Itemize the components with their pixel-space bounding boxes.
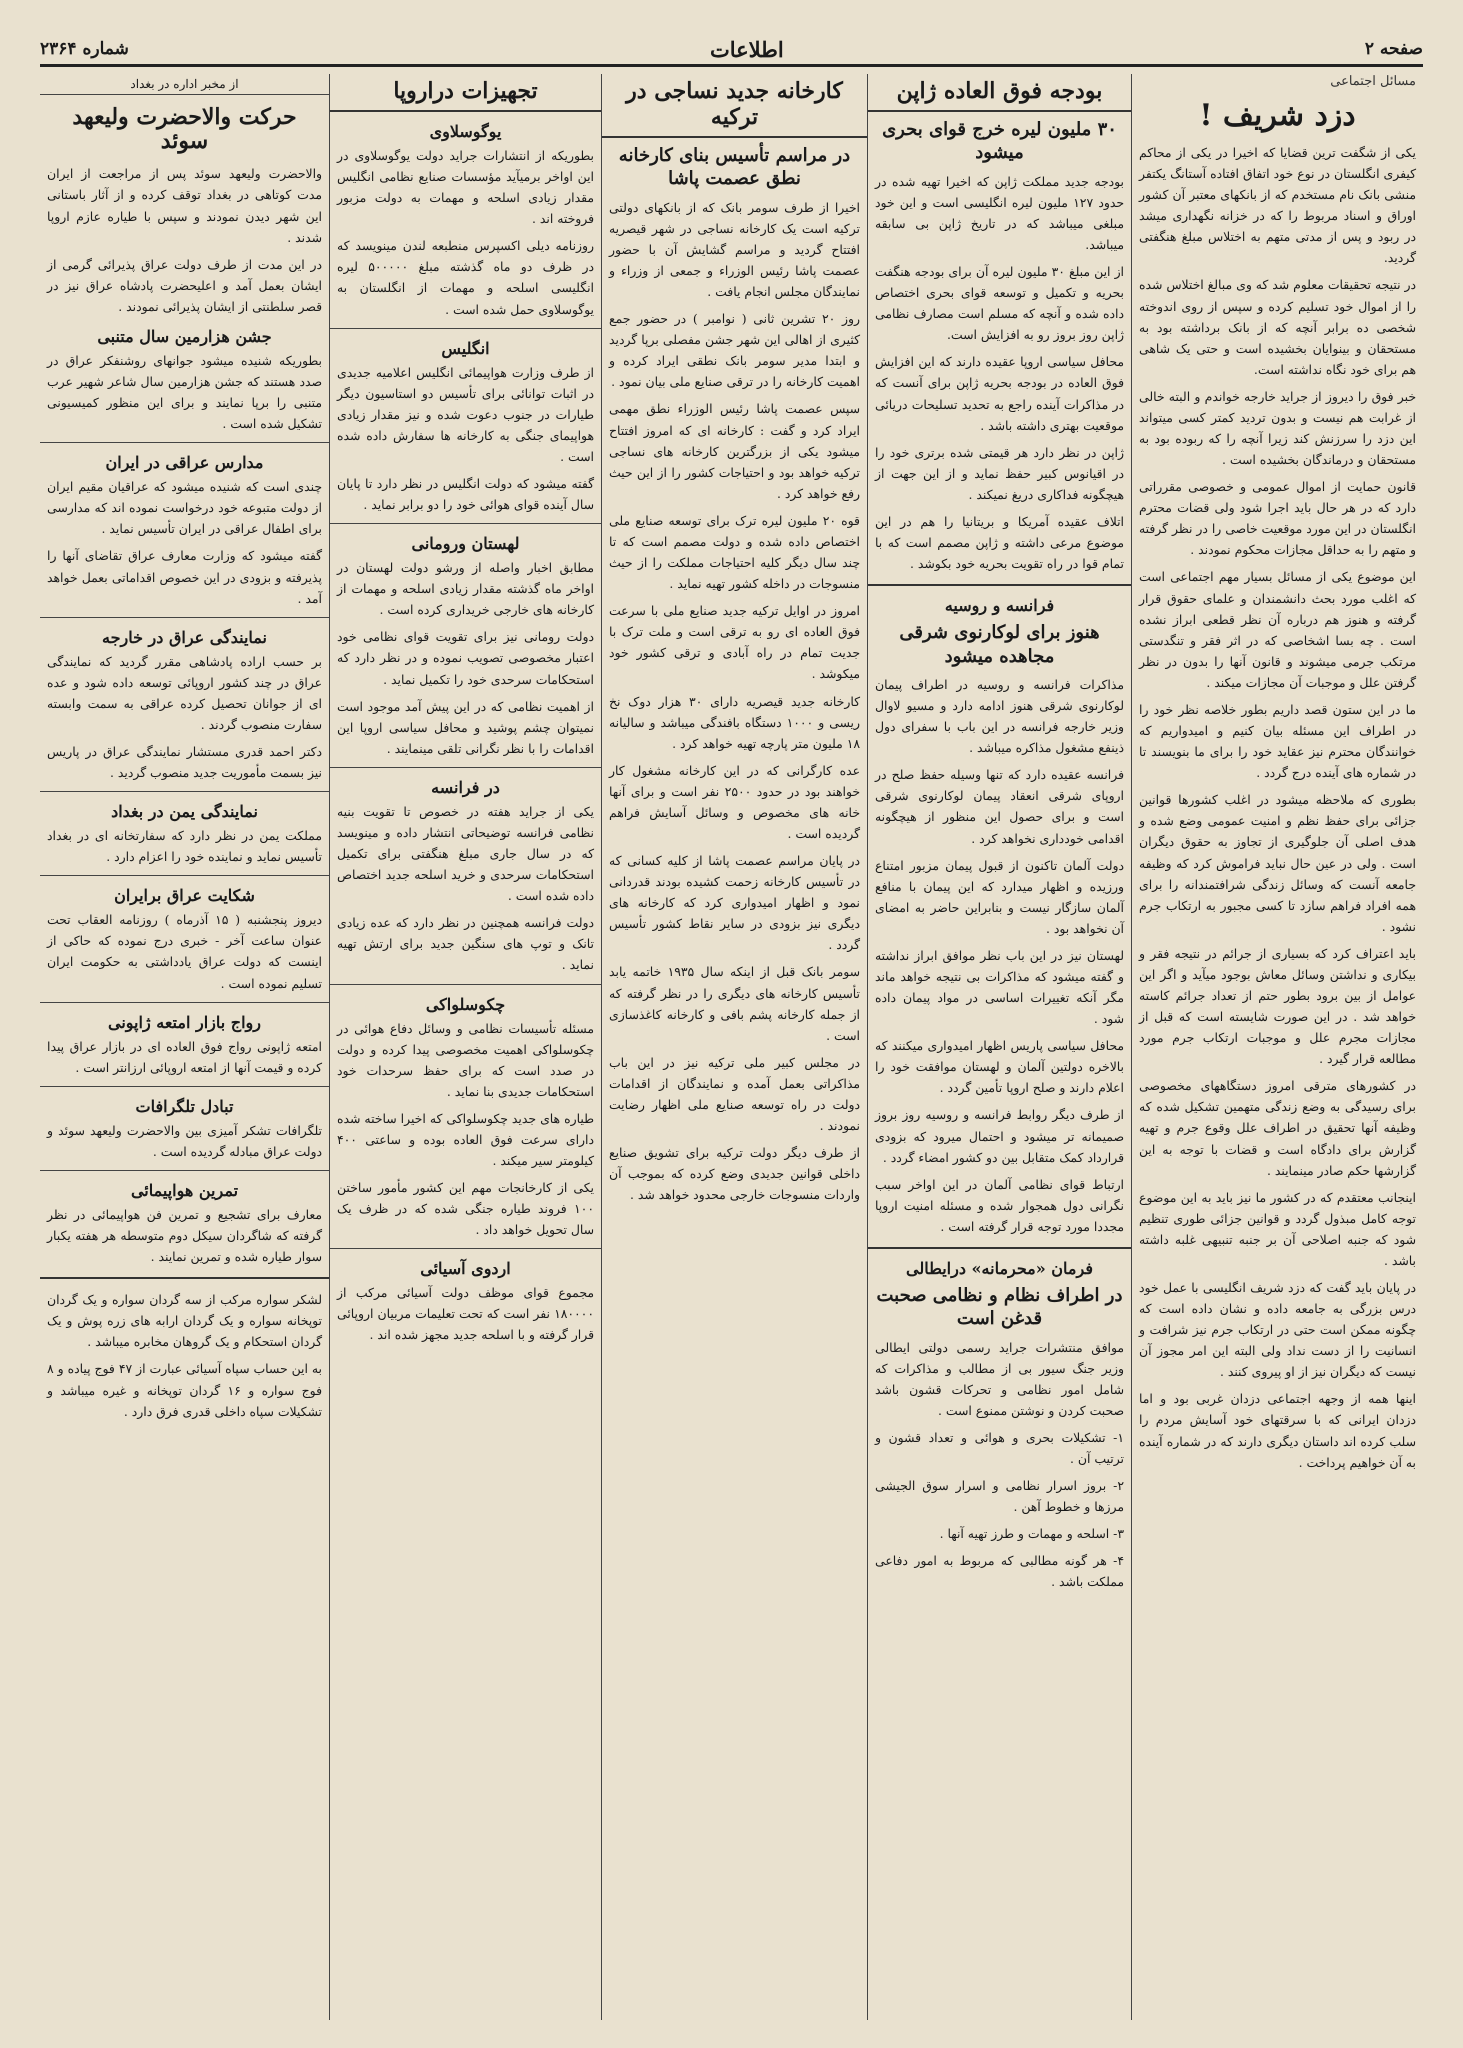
divider [330, 984, 601, 985]
paragraph: دیروز پنجشنبه ( ۱۵ آذرماه ) روزنامه العقاب تحت عنوان ساعت آخر - خبری درج نموده که حاکی از اینست که دولت عراق یادداشتی به حکومت ایران تسلیم نموده است . [47, 912, 323, 991]
paragraph: ۲- بروز اسرار نظامی و اسرار سوق الجیشی مرزها و خطوط آهن . [875, 1478, 1124, 1515]
paragraph: ۳- اسلحه و مهمات و طرز تهیه آنها . [939, 1526, 1124, 1542]
paragraph: لهستان نیز در این باب نظر موافق ابراز نداشته و گفته میشود که مذاکرات بی نتیجه خواهد ماند مگر آنکه تغییرات اساسی در مواد پیمان داده شود . [875, 947, 1124, 1027]
paragraph: یکی از جراید هفته در خصوص تا تقویت بنیه نظامی فرانسه توضیحاتی انتشار داده و مینویسد که در سال جاری مبلغ هنگفتی برای تکمیل استحکامات سرحدی و خرید اسلحه جدید اختصاص داده شده است . [337, 803, 594, 904]
paragraph: عده کارگرانی که در این کارخانه مشغول کار خواهند بود در حدود ۲۵۰۰ نفر است و برای آنها خانه های مخصوص و وسائل آسایش فراهم گردیده است . [609, 762, 860, 841]
article-subhead: در اطراف نظام و نظامی صحبت قدغن است [876, 1284, 1123, 1330]
paragraph: ۱- تشکیلات بحری و هوائی و تعداد قشون و ترتیب آن . [875, 1430, 1124, 1467]
section-title: نمایندگی عراق در خارجه [102, 627, 267, 647]
article-headline: تجهیزات دراروپا [330, 74, 601, 112]
paragraph: لشکر سواره مرکب از سه گردان سواره و یک گردان توپخانه سواره و یک گردان ارابه های زره پوش و یک گردان استحکام و یک گروهان مخابره میباشد . [47, 1292, 322, 1350]
paragraph: امروز در اوایل ترکیه جدید صنایع ملی با سرعت فوق العاده ای رو به ترقی است و ملت ترک با جدیت تمام در راه آبادی و ترقی کشور خود میکوشد . [609, 603, 860, 682]
paragraph: قانون حمایت از اموال عمومی و خصوصی مقرراتی دارد که در هر حال باید اجرا شود ولی قضات محترم انگلستان در این مورد موقعیت خاصی را در نظر گرفته و متهم را به حداقل مجازات محکوم نمودند . [1139, 479, 1416, 558]
section-title: نمایندگی یمن در بغداد [111, 802, 258, 822]
article-headline: حرکت والاحضرت ولیعهد سوئد [72, 104, 297, 155]
divider [330, 523, 601, 524]
paragraph: مجموع قوای موظف دولت آسیائی مرکب از ۱۸۰۰۰۰ نفر است که تحت تعلیمات مربیان اروپائی قرار گرفته و با اسلحه جدید مجهز شده اند . [337, 1285, 594, 1343]
column-japan-budget [867, 74, 1131, 2020]
paragraph: گفته میشود که دولت انگلیس در نظر دارد تا پایان سال آینده قوای هوائی خود را دو برابر نماید . [337, 476, 594, 513]
paragraph: کارخانه جدید قیصریه دارای ۳۰ هزار دوک نخ ریسی و ۱۰۰۰ دستگاه بافندگی میباشد و سالیانه ۱۸ ملیون متر پارچه تهیه خواهد کرد . [609, 693, 860, 751]
paragraph: در پایان باید گفت که دزد شریف انگلیسی با عمل خود درس بزرگی به جامعه داده و نشان داده است که چگونه ممکن است حتی در ارتکاب جرم نیز شرافت و انسانیت را از دست نداد ولی البته این امر مجوز آن نیست که دیگران نیز از او پیروی کنند . [1139, 1279, 1416, 1380]
column-turkey-factory [601, 74, 867, 2020]
correspondent-box: از مخبر اداره در بغداد [40, 74, 329, 95]
article-headline: کارخانه جدید نساجی در ترکیه [602, 74, 867, 138]
divider [868, 584, 1131, 586]
column-baghdad-news [40, 74, 329, 2020]
column-europe-armament [329, 74, 601, 2020]
paragraph: طیاره های جدید چکوسلواکی که اخیرا ساخته شده دارای سرعت فوق العاده بوده و ساعتی ۴۰۰ کیلومتر سیر میکند . [337, 1110, 594, 1168]
section-title: شکایت عراق برایران [114, 886, 255, 906]
divider [330, 1248, 601, 1249]
paragraph: در نتیجه تحقیقات معلوم شد که وی مبالغ اختلاس شده را از اموال خود تسلیم کرده و سپس از روی اندوخته شخصی ده برابر آنچه که از بانک برداشته بود به مستحقان و بینوایان بخشیده است و حتی یک شاهی هم برای خود نگاه نداشته است. [1139, 277, 1416, 377]
paragraph: مطابق اخبار واصله از ورشو دولت لهستان در اواخر ماه گذشته مقدار زیادی اسلحه و مهمات از کارخانه های خارجی خریداری کرده است . [337, 560, 594, 618]
divider [40, 617, 329, 618]
divider [330, 767, 601, 768]
paragraph: موافق منتشرات جراید رسمی دولتی ایطالی وزیر جنگ سیور بی از مطالب و مذاکرات که شامل امور نظامی و تحرکات قشون باشد صحبت کردن و نوشتن ممنوع است . [875, 1339, 1124, 1418]
paragraph: بر حسب اراده پادشاهی مقرر گردید که نمایندگی عراق در چند کشور اروپائی توسعه داده شود و عده ای از جوانان تحصیل کرده عراقی به سمت وابسته سفارت منصوب گردند . [47, 653, 322, 732]
paragraph: مملکت یمن در نظر دارد که سفارتخانه ای در بغداد تأسیس نماید و نماینده خود را اعزام دارد . [47, 828, 322, 865]
paragraph: بطوری که ملاحظه میشود در اغلب کشورها قوانین جزائی برای حفظ نظم و امنیت عمومی وضع شده و هدف اصلی آن جلوگیری از تجاوز به حقوق دیگران است . ولی در عین حال نباید فراموش کرد که وظیفه جامعه آنست که وسائل زندگی شرافتمندانه را برای همه افراد فراهم سازد تا کسی مجبور به ارتکاب جرم نشود . [1139, 792, 1416, 934]
paragraph: گفته میشود که وزارت معارف عراق تقاضای آنها را پذیرفته و بزودی در این خصوص اقداماتی بعمل خواهد آمد . [47, 548, 322, 606]
divider [40, 1277, 329, 1279]
section-title: مدارس عراقی در ایران [105, 453, 264, 473]
paragraph: ۴- هر گونه مطالبی که مربوط به امور دفاعی مملکت باشد . [875, 1553, 1124, 1590]
paragraph: باید اعتراف کرد که بسیاری از جرائم در نتیجه فقر و بیکاری و نداشتن وسائل معاش بوجود میآید و اگر این عوامل از بین برود بطور حتم از تعداد جرائم کاسته خواهد شد . در این صورت شایسته است که قبل از مجازات مجرم علل و موجبات ارتکاب جرم مورد مطالعه قرار گیرد . [1139, 945, 1416, 1067]
paragraph: مسئله تأسیسات نظامی و وسائل دفاع هوائی در چکوسلواکی اهمیت مخصوصی پیدا کرده و دولت در صدد است که برای حفظ سرحدات خود استحکامات جدیدی بنا نماید . [337, 1020, 594, 1099]
section-title: رواج بازار امتعه ژاپونی [108, 1012, 261, 1032]
article-headline: بودجه فوق العاده ژاپن [868, 74, 1131, 112]
paragraph: قوه ۲۰ ملیون لیره ترک برای توسعه صنایع ملی اختصاص داده شده و دولت مصمم است که تا چند سال دیگر کلیه احتیاجات مملکت را از حیث منسوجات در داخله کشور تهیه نماید . [609, 512, 860, 592]
section-title: تمرین هواپیمائی [130, 1180, 239, 1200]
paragraph: بودجه جدید مملکت ژاپن که اخیرا تهیه شده در حدود ۱۲۷ ملیون لیره انگلیسی است و این خود مبلغی میباشد که در تاریخ ژاپن بی سابقه میباشد. [875, 173, 1124, 253]
paragraph: والاحضرت ولیعهد سوئد پس از مراجعت از ایران مدت کوتاهی در بغداد توقف کرده و از آثار باستانی این شهر دیدن نمودند و سپس با طیاره عازم اروپا شدند . [47, 166, 322, 245]
paragraph: یکی از شگفت ترین قضایا که اخیرا در یکی از محاکم کیفری انگلستان در نوع خود اتفاق افتاده آستانگ یکتفر منشی بانک نام مستخدم که از بانکهای معتبر آن کشور اوراق و اسناد مربوط را که در خزانه نگهداری میشد در ربود و پس از مدتی متهم به اختلاس مبلغ هنگفتی گردید. [1139, 145, 1416, 266]
paragraph: محافل سیاسی اروپا عقیده دارند که این افزایش فوق العاده در بودجه بحریه ژاپن برای آنست که در مذاکرات آینده راجع به تحدید تسلیحات دریائی موقعیت بهتری داشته باشد . [875, 354, 1124, 433]
paragraph: بطوریکه شنیده میشود جوانهای روشنفکر عراق در صدد هستند که جشن هزارمین سال شاعر شهیر عرب متنبی را برپا نمایند و برای این منظور کمیسیونی تشکیل شده است . [47, 352, 322, 432]
paragraph: این موضوع یکی از مسائل بسیار مهم اجتماعی است که اغلب مورد بحث دانشمندان و علمای حقوق قرار گرفته و هنوز هم درباره آن نظر قطعی ابراز نشده است . چه بسا اشخاصی که در اثر فقر و تنگدستی مرتکب جرمی میشوند و قانون آنها را بدون در نظر گرفتن علل و موجبات آن مجازات میکند . [1139, 569, 1416, 690]
divider [40, 791, 329, 792]
newspaper-title: اطلاعات [709, 36, 784, 62]
paragraph: اینها همه از وجهه اجتماعی دزدان غربی بود و اما دزدان ایرانی که با سرقتهای خود آسایش مردم را سلب کرده اند داستان دیگری دارند که در شماره آینده به آن خواهیم پرداخت . [1139, 1391, 1416, 1470]
section-title: اردوی آسیائی [420, 1259, 511, 1279]
section-title: جشن هزارمین سال متنبی [97, 326, 272, 346]
divider [330, 328, 601, 329]
divider [40, 442, 329, 443]
paragraph: از طرف دیگر روابط فرانسه و روسیه روز بروز صمیمانه تر میشود و احتمال میرود که بزودی قرارداد کمک متقابل بین دو کشور امضاء گردد . [875, 1107, 1124, 1165]
paragraph: مذاکرات فرانسه و روسیه در اطراف پیمان لوکارنوی شرقی هنوز ادامه دارد و مسیو لاوال وزیر خارجه فرانسه در این باب با سفرای دول ذینفع مشغول مذاکره میباشد . [875, 676, 1124, 756]
section-title: یوگوسلاوی [429, 122, 502, 141]
paragraph: از این مبلغ ۳۰ ملیون لیره آن برای بودجه هنگفت بحریه و تکمیل و توسعه قوای بحری اختصاص داده شده و آنچه که مسلم است مصارف نظامی ژاپن روز بروز رو به افزایش است. [875, 264, 1124, 343]
paragraph: در مجلس کبیر ملی ترکیه نیز در این باب مذاکراتی بعمل آمده و نمایندگان از اقدامات دولت در راه توسعه صنایع ملی اظهار رضایت نمودند . [609, 1054, 860, 1133]
divider [40, 1002, 329, 1003]
article-subhead: هنوز برای لوکارنوی شرقی مجاهده میشود [899, 622, 1100, 667]
section-title: چکوسلواکی [425, 994, 506, 1014]
paragraph: از اهمیت نظامی که در این پیش آمد موجود است نمیتوان چشم پوشید و محافل سیاسی اروپا این اقدامات را با نظر نگرانی تلقی مینمایند . [337, 698, 594, 756]
paragraph: روزنامه دیلی اکسپرس منطبعه لندن مینویسد که در ظرف دو ماه گذشته مبلغ ۵۰۰۰۰۰ لیره انگلیسی اسلحه و مهمات از انگلستان به یوگوسلاوی حمل شده است . [337, 238, 594, 317]
section-title: لهستان ورومانی [411, 534, 520, 554]
paragraph: معارف برای تشجیع و تمرین فن هواپیمائی در نظر گرفته که شاگردان سیکل دوم متوسطه هر هفته یکبار سوار طیاره شده و تمرین نمایند . [47, 1206, 322, 1265]
section-title: انگلیس [441, 338, 490, 358]
paragraph: تلگرافات تشکر آمیزی بین والاحضرت ولیعهد سوئد و دولت عراق مبادله گردیده است . [47, 1122, 322, 1159]
paragraph: دولت رومانی نیز برای تقویت قوای نظامی خود اعتبار مخصوصی تصویب نموده و در نظر دارد که استحکامات سرحدی خود را تکمیل نماید . [337, 629, 594, 687]
paragraph: از طرف دیگر دولت ترکیه برای تشویق صنایع داخلی قوانین جدیدی وضع کرده که بموجب آن واردات منسوجات خارجی محدود خواهد شد . [609, 1145, 860, 1203]
section-title: در فرانسه [431, 777, 500, 797]
paragraph: اینجانب معتقدم که در کشور ما نیز باید به این موضوع توجه کامل مبذول گردد و قوانین جزائی طوری تنظیم شود که جنبه اصلاحی آن بر جنبه تنبیهی غلبه داشته باشد . [1139, 1189, 1416, 1268]
paragraph: ما در این ستون قصد داریم بطور خلاصه نظر خود را در اطراف این مسئله بیان کنیم و امیدواریم که خوانندگان محترم نیز عقاید خود را برای ما بنویسند تا در شماره های آینده درج گردد . [1139, 701, 1416, 781]
divider [40, 1086, 329, 1087]
paragraph: امتعه ژاپونی رواج فوق العاده ای در بازار عراق پیدا کرده و قیمت آنها از امتعه اروپائی ارزانتر است . [47, 1038, 322, 1075]
paragraph: خبر فوق را دیروز از جراید خارجه خواندم و البته خالی از غرابت هم نیست و بدون تردید کمتر کسی میتواند این دزد را سرزنش کند زیرا آنچه را که ربوده بود به مستحقان و درماندگان بخشیده است . [1139, 388, 1416, 468]
page-number: صفحه ۲ [1364, 39, 1423, 59]
paragraph: در کشورهای مترقی امروز دستگاههای مخصوصی برای رسیدگی به وضع زندگی متهمین تشکیل شده که وظیفه آنها تحقیق در اطراف علل وقوع جرم و تهیه گزارش برای دادگاه است و قضات با توجه به این گزارشها حکم صادر مینمایند . [1139, 1078, 1416, 1178]
section-rubric: مسائل اجتماعی [1330, 74, 1416, 89]
paragraph: یکی از کارخانجات مهم این کشور مأمور ساختن ۱۰۰ فروند طیاره جنگی شده که در ظرف یک سال تحویل خواهد داد . [337, 1180, 594, 1238]
paragraph: در این مدت از طرف دولت عراق پذیرائی گرمی از ایشان بعمل آمد و اعلیحضرت پادشاه عراق نیز در قصر سلطنتی از ایشان پذیرائی نمودند . [47, 256, 322, 314]
paragraph: بطوریکه از انتشارات جراید دولت یوگوسلاوی در این اواخر برمیآید مؤسسات صنایع نظامی انگلیس مقدار زیادی اسلحه و مهمات به دولت مزبور فروخته اند . [337, 148, 594, 227]
paragraph: دولت فرانسه همچنین در نظر دارد که عده زیادی تانک و توپ های سنگین جدید برای ارتش تهیه نماید . [337, 915, 594, 973]
issue-number: شماره ۲۳۶۴ [40, 39, 129, 59]
paragraph: دولت آلمان تاکنون از قبول پیمان مزبور امتناع ورزیده و اظهار میدارد که این پیمان با منافع آلمان سازگار نیست و بنابراین حاضر به امضای آن نخواهد بود . [875, 857, 1124, 936]
paragraph: در پایان مراسم عصمت پاشا از کلیه کسانی که در تأسیس کارخانه زحمت کشیده بودند قدردانی نمود و اظهار امیدواری کرد که کارخانه های دیگری نیز بزودی در سایر نقاط کشور تأسیس گردد . [609, 853, 860, 953]
paragraph: دکتر احمد قدری مستشار نمایندگی عراق در پاریس نیز بسمت مأموریت جدید منصوب گردید . [47, 744, 322, 781]
page-header [40, 34, 1423, 67]
paragraph: اخیرا از طرف سومر بانک که از بانکهای دولتی ترکیه است یک کارخانه نساجی در شهر قیصریه افتتاح گردید و مراسم گشایش آن با حضور عصمت پاشا رئیس الوزراء و جمعی از وزراء و نمایندگان مجلس انجام یافت . [609, 199, 860, 300]
paragraph: محافل سیاسی پاریس اظهار امیدواری میکنند که بالاخره دولتین آلمان و لهستان موافقت خود را اعلام دارند و صلح اروپا تأمین گردد . [875, 1038, 1124, 1096]
section-title: تبادل تلگرافات [135, 1096, 234, 1116]
paragraph: ارتباط قوای نظامی آلمان در این اواخر سبب نگرانی دول همجوار شده و مسئله امنیت اروپا مجددا مورد توجه قرار گرفته است . [875, 1176, 1124, 1234]
article-headline: فرانسه و روسیه [944, 596, 1055, 616]
article-subhead: ۳۰ ملیون لیره خرج قوای بحری میشود [882, 119, 1117, 164]
paragraph: سومر بانک قبل از اینکه سال ۱۹۳۵ خاتمه یابد تأسیس کارخانه های دیگری را در نظر گرفته که از جمله کارخانه پشم بافی و کارخانه کاغذسازی است . [609, 964, 860, 1043]
article-headline: دزد شریف ! [1199, 98, 1356, 133]
divider [868, 1247, 1131, 1249]
divider [40, 1170, 329, 1171]
paragraph: اتلاف عقیده آمریکا و بریتانیا را هم در این موضوع مرعی داشته و ژاپن مصمم است که با تمام قوا در راه تقویت بحریه خود بکوشد . [875, 513, 1124, 572]
divider [40, 875, 329, 876]
paragraph: سپس عصمت پاشا رئیس الوزراء نطق مهمی ایراد کرد و گفت : کارخانه ای که امروز افتتاح میشود یکی از بزرگترین کارخانه های نساجی ترکیه خواهد بود و احتیاجات کشور را از این حیث رفع خواهد کرد . [609, 401, 860, 501]
paragraph: چندی است که شنیده میشود که عراقیان مقیم ایران از دولت متبوعه خود درخواست نموده اند که مدارسی برای اطفال عراقی در ایران تأسیس نماید . [47, 479, 322, 537]
column-social-issues [1131, 74, 1423, 2020]
paragraph: ژاپن در نظر دارد هر قیمتی شده برتری خود را در اقیانوس کبیر حفظ نماید و از این جهت از هیچگونه فداکاری دریغ نمیکند . [875, 444, 1124, 502]
paragraph: فرانسه عقیده دارد که تنها وسیله حفظ صلح در اروپای شرقی انعقاد پیمان لوکارنوی شرقی است و برای حصول این منظور از هیچگونه اقدامی خودداری نخواهد کرد . [875, 767, 1124, 846]
paragraph: به این حساب سپاه آسیائی عبارت از ۴۷ فوج پیاده و ۸ فوج سواره و ۱۶ گردان توپخانه و غیره میباشد و تشکیلات سپاه داخلی قدری فرق دارد . [47, 1361, 322, 1419]
article-headline: فرمان «محرمانه» درایطالی [906, 1258, 1093, 1278]
article-subhead: در مراسم تأسیس بنای کارخانه نطق عصمت پاشا [618, 145, 851, 190]
paragraph: روز ۲۰ تشرین ثانی ( نوامبر ) در حضور جمع کثیری از اهالی این شهر جشن مفصلی برپا گردید و ابتدا مدیر سومر بانک نطقی ایراد کرده و اهمیت کارخانه را در ترقی صنایع ملی بیان نمود . [609, 311, 861, 390]
paragraph: از طرف وزارت هواپیمائی انگلیس اعلامیه جدیدی در اثبات توانائی برای تأسیس دو استاسیون دیگر طیارات در جنوب دعوت شده و نیز مقدار زیادی هواپیمای جنگی به کارخانه ها سفارش داده شده است . [337, 364, 594, 464]
